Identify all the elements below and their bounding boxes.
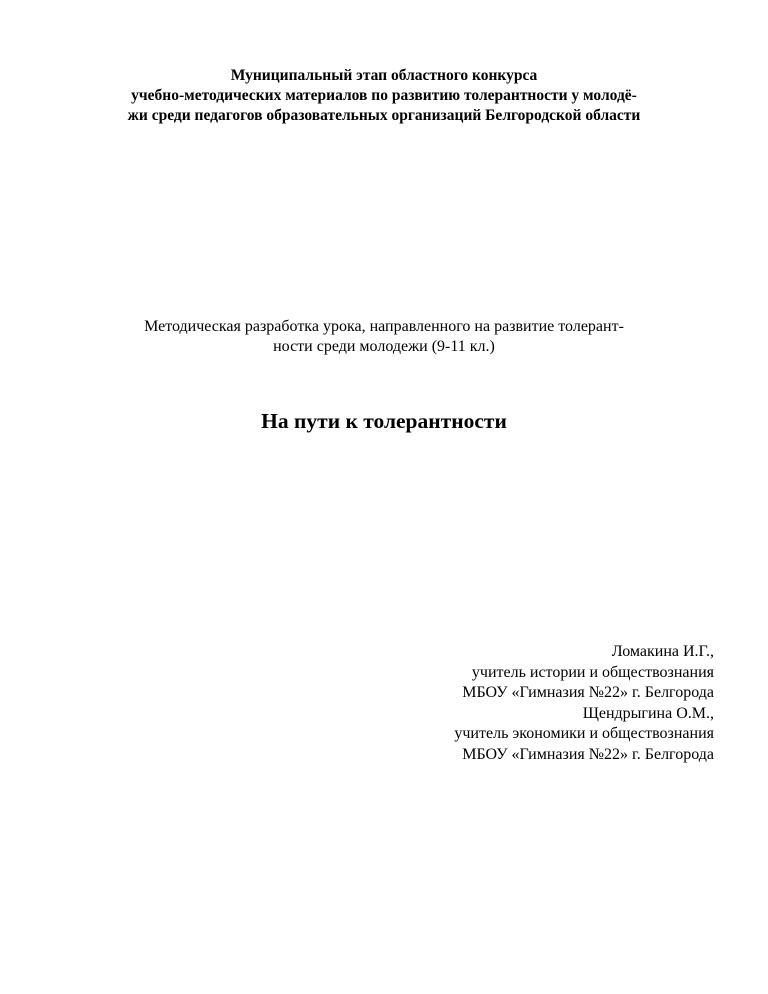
subtitle-line: Методическая разработка урока, направленного на развитие толерант- (144, 318, 624, 335)
author-name: Ломакина И.Г., (611, 643, 714, 660)
lesson-description (100, 317, 668, 357)
header-line: Муниципальный этап областного конкурса (230, 67, 538, 84)
authors-block (314, 642, 714, 765)
header-line: жи среди педагогов образовательных организаций Белгородской области (127, 107, 641, 124)
author-position: учитель истории и обществознания (471, 663, 714, 681)
author-school: МБОУ «Гимназия №22» г. Белгорода (462, 745, 714, 763)
author-school: МБОУ «Гимназия №22» г. Белгорода (462, 684, 714, 701)
author-position: учитель экономики и обществознания (454, 725, 714, 742)
header-line: учебно-методических материалов по развитию толерантности у молодё- (131, 87, 637, 104)
contest-header (60, 66, 708, 126)
subtitle-line: ности среди молодежи (9-11 кл.) (273, 338, 495, 355)
document-title: На пути к толерантности (261, 409, 507, 433)
author-name: Щендрыгина О.М., (582, 704, 714, 722)
